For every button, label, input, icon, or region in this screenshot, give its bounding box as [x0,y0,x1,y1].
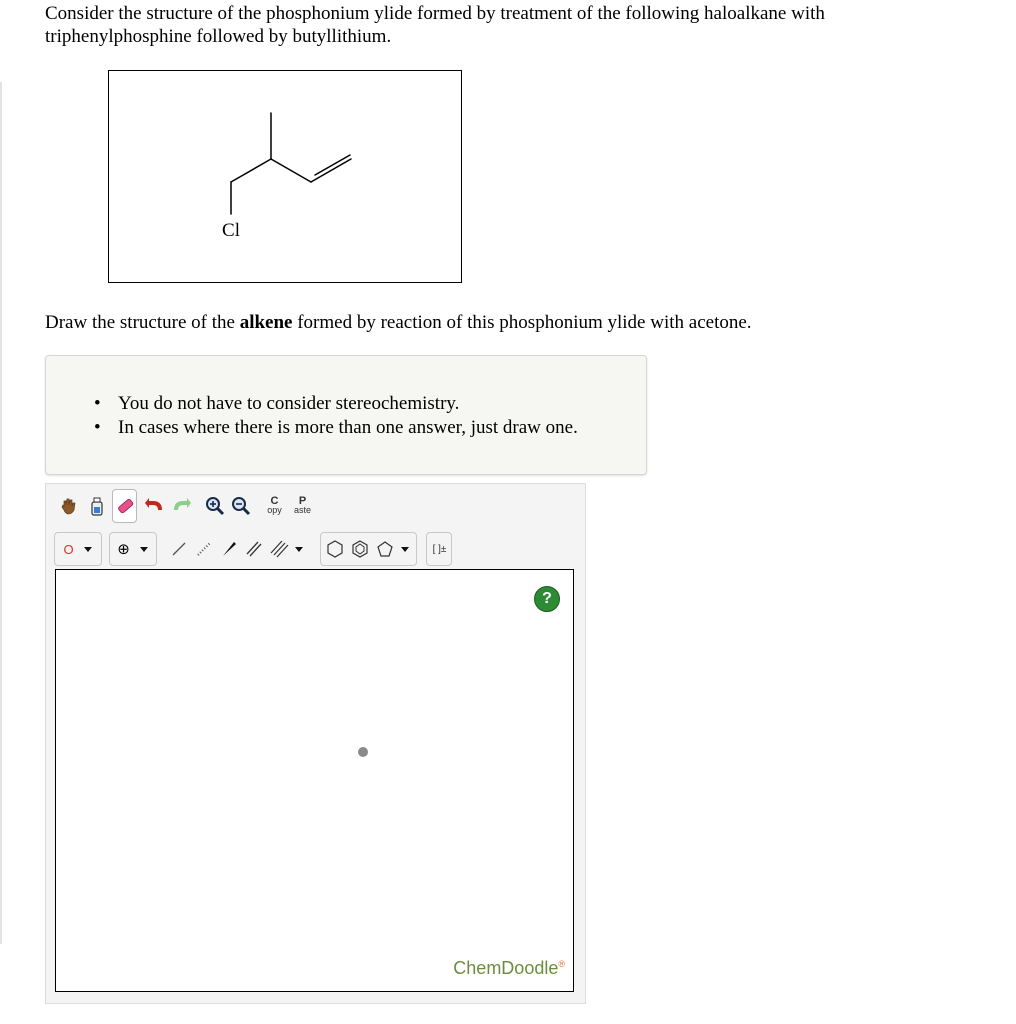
zoom-in-icon [204,495,226,517]
double-bond-button[interactable] [241,532,266,566]
clear-button[interactable] [84,489,109,523]
undo-icon [144,496,166,516]
paste-label-top: P [298,495,307,507]
hint-list [94,392,578,440]
left-divider [0,82,2,944]
chlorine-label: Cl [222,220,240,241]
chemdoodle-editor [45,483,586,1004]
single-bond-icon [169,539,189,559]
double-bond-icon [244,539,264,559]
zoom-out-button[interactable] [228,489,253,523]
canvas-cursor-dot [358,747,368,757]
zoom-out-icon [230,495,252,517]
cyclopentane-button[interactable] [372,532,397,566]
chevron-down-icon [401,547,409,552]
instruction-suffix: formed by reaction of this phosphonium ylide with acetone. [292,312,752,333]
alkene-bond-2 [315,155,350,175]
haloalkane-structure [108,70,462,283]
clear-icon [87,495,107,517]
chevron-down-icon [84,547,92,552]
chevron-down-icon [140,547,148,552]
bracket-label: [ ]± [432,543,447,555]
zoom-in-button[interactable] [202,489,227,523]
paste-label-bottom: aste [293,505,311,515]
paste-label [294,497,311,515]
paste-button[interactable] [290,489,315,523]
chemdoodle-logo [453,958,565,979]
instruction-prefix: Draw the structure of the [45,312,240,333]
charge-tool-button[interactable] [111,532,136,566]
hint-item: • You do not have to consider stereochemistry. [94,392,578,416]
eraser-icon [115,496,135,516]
alkene-bond-1 [311,159,351,182]
bracket-charge-button[interactable] [427,532,452,566]
cyclohexane-icon [325,539,345,559]
hint-box [45,355,647,475]
wedge-bond-button[interactable] [216,532,241,566]
triple-bond-icon [269,539,289,559]
bond-to-vinyl [271,159,311,182]
charge-dropdown[interactable] [134,532,154,566]
undo-button[interactable] [142,489,167,523]
copy-label-bottom: opy [267,505,282,515]
charge-label: ⊕ [117,541,130,558]
hand-icon [59,496,79,516]
triple-bond-button[interactable] [266,532,291,566]
atom-dropdown[interactable] [78,532,98,566]
dashed-bond-button[interactable] [191,532,216,566]
redo-button[interactable] [168,489,193,523]
wedge-bond-icon [219,539,239,559]
benzene-button[interactable] [347,532,372,566]
single-bond-button[interactable] [166,532,191,566]
bond-dropdown[interactable] [290,532,308,566]
cyclohexane-button[interactable] [322,532,347,566]
bond-to-ch2 [231,159,271,182]
cyclopentane-icon [375,539,395,559]
copy-button[interactable] [262,489,287,523]
atom-label: O [63,541,74,557]
redo-icon [170,496,192,516]
instruction-bold: alkene [239,312,293,333]
dashed-bond-icon [194,539,214,559]
benzene-icon [350,539,370,559]
instruction-text [45,311,752,334]
copy-label [267,497,282,515]
hint-item: • In cases where there is more than one answer, just draw one. [94,416,578,440]
structure-drawing [109,71,461,282]
brand-name: ChemDoodle [453,958,559,978]
chevron-down-icon [295,547,303,552]
brand-mark: ® [558,959,565,969]
eraser-button[interactable] [112,489,137,523]
question-text: Consider the structure of the phosphonium ylide formed by treatment of the following haloalkane with triphenylphosphine followed by butyllithium. [45,3,825,47]
ring-dropdown[interactable] [395,532,415,566]
hand-tool-button[interactable] [56,489,81,523]
copy-label-top: C [270,495,279,507]
drawing-canvas[interactable] [55,569,574,992]
help-button[interactable]: ? [534,586,560,612]
